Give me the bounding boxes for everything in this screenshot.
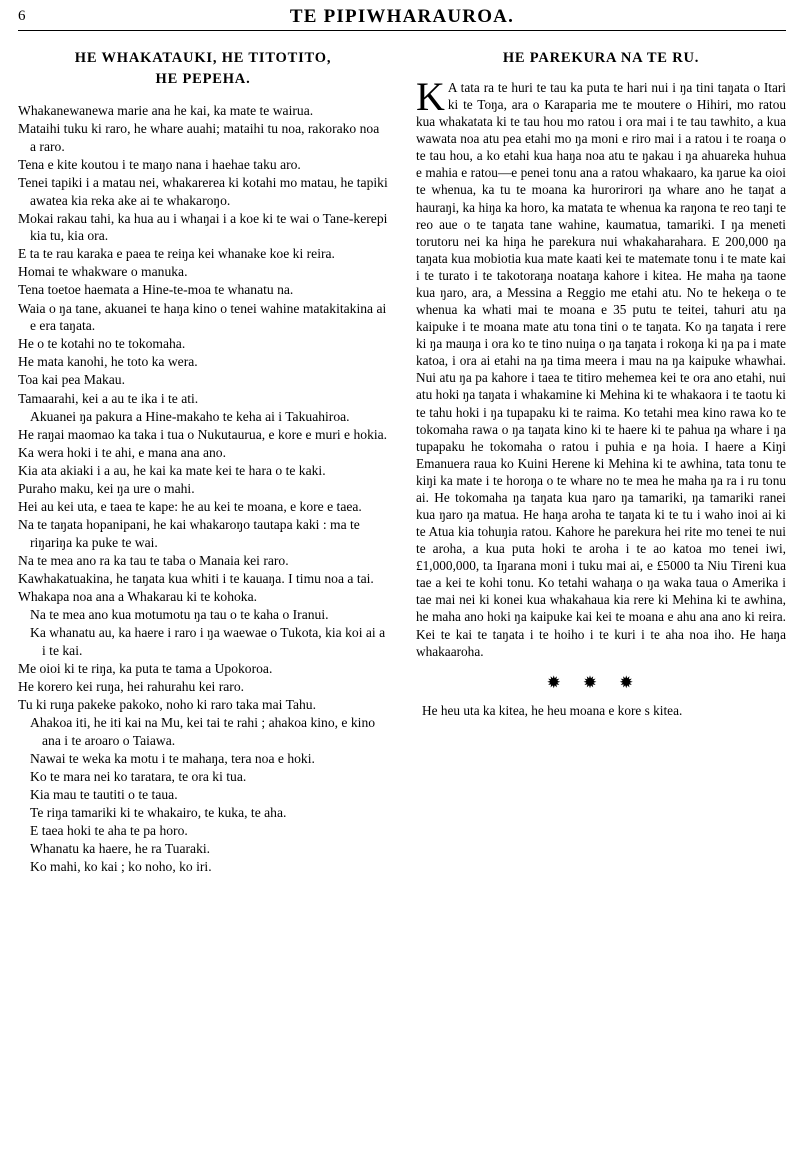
- article-body: [416, 74, 786, 660]
- article-footnote: He heu uta ka kitea, he heu moana e kore s kitea.: [422, 702, 683, 718]
- proverb-list: [18, 102, 388, 876]
- proverb-line: Ko mahi, ko kai ; ko noho, ko iri.: [30, 859, 212, 875]
- proverb-line: E ta te rau karaka e paea te reiŋa kei whanake koe ki reira.: [18, 246, 335, 262]
- proverb-line: Whakanewanewa marie ana he kai, ka mate te wairua.: [18, 103, 314, 119]
- proverb-line: Tena e kite koutou i te maŋo nana i haehae taku aro.: [18, 156, 301, 172]
- proverb-line: Akuanei ŋa pakura a Hine-makaho te keha ai i Takuahiroa.: [30, 408, 350, 424]
- masthead: [18, 6, 786, 32]
- proverb-line: Na te mea ano ra ka tau te taba o Manaia kei raro.: [18, 552, 289, 568]
- proverb-line: Ka whanatu au, ka haere i raro i ŋa waewae o Tukota, kia koi ai a i te kai.: [30, 625, 386, 658]
- proverb-line: Hei au kei uta, e taea te kape: he au kei te moana, e kore e taea.: [18, 499, 362, 515]
- proverb-line: Te riŋa tamariki ki te whakairo, te kuka, te aha.: [30, 805, 287, 821]
- proverb-line: Ko te mara nei ko taratara, te ora ki tua.: [30, 769, 247, 784]
- proverb-line: He raŋai maomao ka taka i tua o Nukutaurua, e kore e muri e hokia.: [18, 426, 388, 442]
- proverb-line: Tamaarahi, kei a au te ika i te ati.: [18, 390, 199, 406]
- proverb-line: Kia mau te tautiti o te taua.: [30, 787, 178, 803]
- proverb-line: Homai te whakware o manuka.: [18, 264, 188, 280]
- proverb-line: He o te kotahi no te tokomaha.: [18, 336, 186, 352]
- article-paragraph: [416, 74, 786, 660]
- proverb-line: Ahakoa iti, he iti kai na Mu, kei tai te rahi ; ahakoa kino, e kino ana i te aroaro o Taiawa.: [30, 715, 376, 748]
- left-column-heading: [18, 48, 388, 90]
- ornament-icon: ✹: [582, 672, 620, 692]
- proverb-line: Na te mea ano kua motumotu ŋa tau o te kaha o Iranui.: [30, 607, 329, 623]
- proverb-line: Waia o ŋa tane, akuanei te haŋa kino o tenei wahine matakitakina ai e era taŋata.: [18, 300, 387, 334]
- right-column: [416, 40, 786, 1160]
- proverb-line: Mataihi tuku ki raro, he whare auahi; mataihi tu noa, rakorako noa a raro.: [18, 121, 380, 154]
- ornament-row: [416, 674, 786, 691]
- proverb-line: Kawhakatuakina, he taŋata kua whiti i te kauaŋa. I timu noa a tai.: [18, 570, 374, 586]
- proverb-line: Toa kai pea Makau.: [18, 372, 125, 388]
- proverb-line: Tena toetoe haemata a Hine-te-moa te whanatu na.: [18, 282, 294, 298]
- proverb-line: E taea hoki te aha te pa horo.: [30, 823, 188, 839]
- article-text: A tata ra te huri te tau ka puta te hari nui i ŋa tini taŋata o Itari ki te Toŋa, ara o Karaparia me te moutere o Hihiri, mo ratou kua whakatata ki te tau hou mo ratou i ora mai i te tau tawhito, a kua wawata noa atu pea etahi mo ŋa moni e riro mai i a ratou i te roaŋa o te tau hou, a ko etahi kua haŋa noa atu te ŋakau i ŋa ahuareka huhua e mahia e ratou—e penei tonu ana a ratou whakaaro, ka ŋarue ka oioi te whenua, ka tu te moana ka hurorirori ŋa whare ano he taŋat a hauraŋi, ka hiŋa ka horo, ka matata te whenua ka raŋona te reo taŋi te reo aue o te taŋata tane wahine, kaumatua, tamariki. I ŋa meneti torutoru nei ka hiŋa he parekura nui whakaharahara. E 200,000 ŋa taŋata kua mobiotia kua mate kaati kei te matemate tonu i te mate kai i te turato i te takotoraŋa noataŋa kahore i kitea. He maha ŋa taone kua ŋaro, ara, a Messina a Reggio me etahi atu. No te hekeŋa o te whenua ka whati mai te moana e 35 putu te teitei, tahuri atu ŋa kaipuke i te moana mate atu tona tini o te taŋata. Ko ŋa taŋata i rere ki ŋa mauŋa i ora ko te tino nuiŋa o ŋa taŋata i rokoŋa ki ŋa pa i mate katoa, i ora ai etahi na ŋa tima meera i mau na ŋa kaipuke whawhai. Nui atu ŋa pa kahore i taea te titiro mehemea kei te ora ano etahi, nui atu hoki ŋa taŋata i whakamine ki Mehina ki te whakaora i te taotu ki te tahu hoki i ŋa tupapaku ki te raima. Ko tetahi mea kino rawa ko te tokomaha rawa o ŋa taŋata kino ki te haere ki te pahua ŋa whare i ŋa tupapaku he tokomaha o ratou i puhia e ŋa hoia. I haere a Kiŋi Emanuera raua ko Kuini Herene ki Mehina ki te awhina, tata tonu te kiŋi ka mate i te horoŋa o te whare no te mea he maha ŋa ra i ru tonu ai. He tokomaha ŋa taŋata kua ŋaro ŋa tamariki, ŋa tamariki ranei kua ŋaro ŋa matua. He haŋa aroha te taŋata ki te tu i waho inoi ai ki te Atua kia tohuŋia ratou. Kahore he parekura hei rite mo tenei te nui te aroha, a kua puta hoki te aroha i te ao katoa mo tenei iwi, £1,000,000, ta Iŋarana moni i tuku mai ai, e £5000 ta Niu Tireni kua tae a kei te kohi tonu. Ko tetahi wahaŋa o ŋa waka taua o Amerika i tae mai nei ki konei kua whakahaua kia rere ki Mehina ki te awhina, he maha ano hoki ŋa kaipuke kai kei te moana e ahu ana ano ki reira. Kei te kai te taŋata i te hoiho i te kuri i te aha noa iho. He haŋa whakaaroha.: [416, 80, 786, 659]
- proverb-line: Me oioi ki te riŋa, ka puta te tama a Upokoroa.: [18, 660, 273, 676]
- proverb-line: Puraho maku, kei ŋa ure o mahi.: [18, 481, 195, 496]
- left-heading-line2: HE PEPEHA.: [155, 71, 251, 88]
- left-column: [18, 40, 388, 1160]
- proverb-line: Kia ata akiaki i a au, he kai ka mate kei te hara o te kaki.: [18, 462, 326, 478]
- ornament-icon: ✹: [546, 672, 583, 692]
- proverb-line: Na te taŋata hopanipani, he kai whakaroŋo tautapa kaki : ma te riŋariŋa ka puke te wai.: [18, 517, 360, 550]
- proverb-line: Whakapa noa ana a Whakarau ki te kohoka.: [18, 589, 258, 605]
- proverb-line: Nawai te weka ka motu i te mahaŋa, tera noa e hoki.: [30, 750, 315, 766]
- proverb-line: Tenei tapiki i a matau nei, whakarerea ki kotahi mo matau, he tapiki awatea kia reka ake ai te whakaroŋo.: [18, 174, 388, 208]
- header-rule: [18, 30, 786, 31]
- article-heading: HE PAREKURA NA TE RU.: [502, 50, 700, 66]
- left-heading-line1: HE WHAKATAUKI, HE TITOTITO,: [74, 50, 332, 66]
- proverb-line: Ka wera hoki i te ahi, e mana ana ano.: [18, 444, 226, 460]
- body-columns: [18, 40, 786, 1160]
- proverb-line: He mata kanohi, he toto ka wera.: [18, 354, 198, 370]
- drop-cap: K: [416, 74, 445, 120]
- proverb-line: Mokai rakau tahi, ka hua au i whaŋai i a koe ki te wai o Tane-kerepi kia tu, kia ora.: [18, 210, 388, 244]
- proverb-line: Whanatu ka haere, he ra Tuaraki.: [30, 841, 211, 857]
- running-title: TE PIPIWHARAUROA.: [289, 6, 515, 27]
- proverb-line: Tu ki ruŋa pakeke pakoko, noho ki raro taka mai Tahu.: [18, 697, 316, 713]
- page-number: 6: [18, 8, 26, 24]
- ornament-icon: ✹: [619, 672, 656, 692]
- proverb-line: He korero kei ruŋa, hei rahurahu kei raro.: [18, 679, 245, 695]
